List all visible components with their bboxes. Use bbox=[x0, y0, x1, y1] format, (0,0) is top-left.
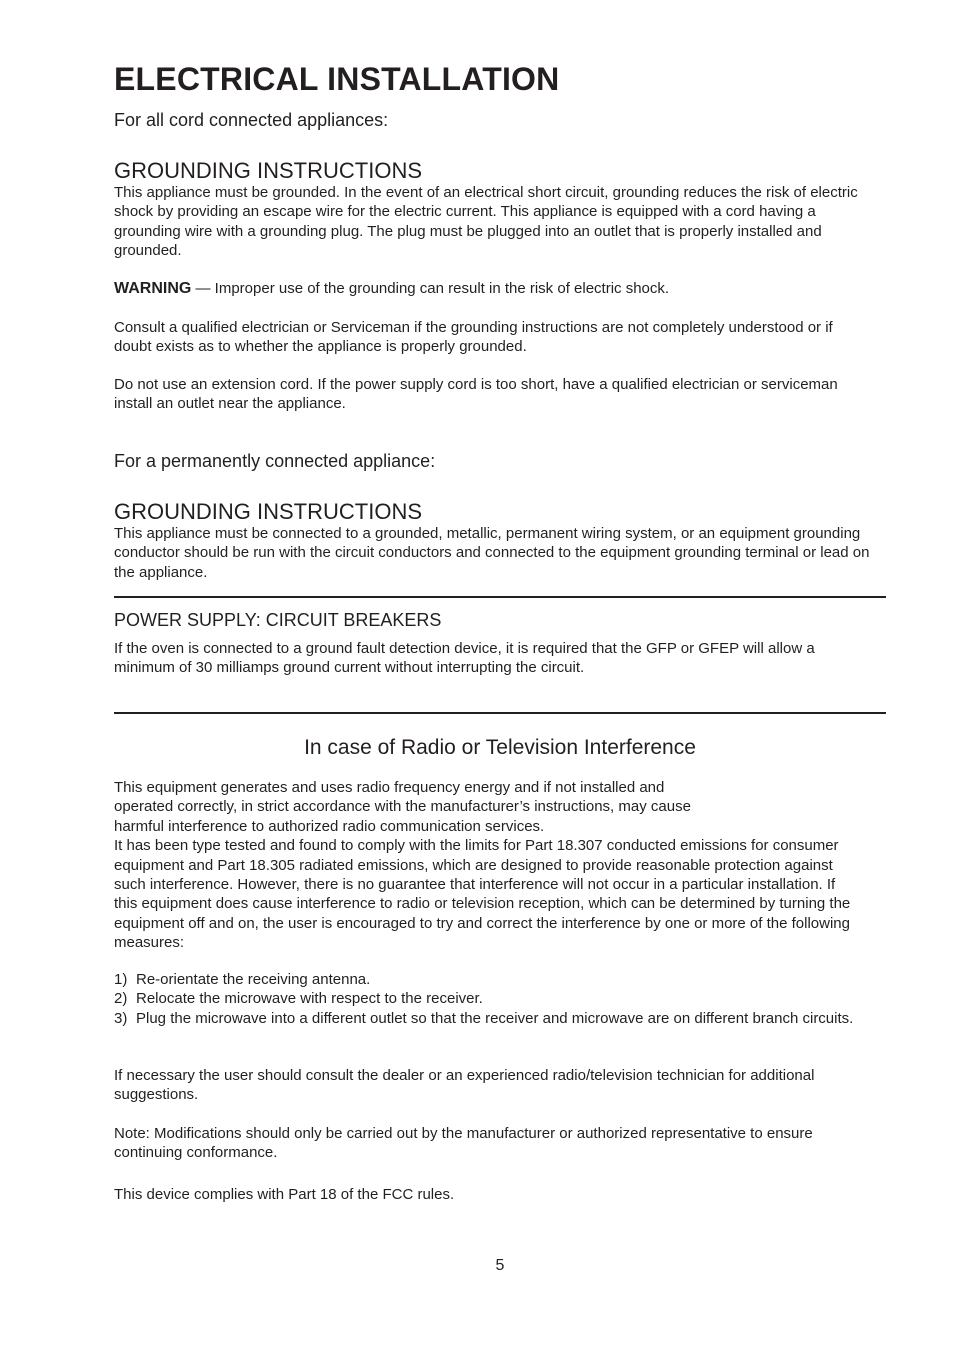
interference-intro bbox=[114, 778, 874, 953]
grounding-body-2: This appliance must be connected to a grounded, metallic, permanent wiring system, or an equipment grounding conductor should be run with the circuit conductors and connected to the equipment grounding terminal or lead on the appliance. bbox=[114, 525, 870, 581]
warning-text: — Improper use of the grounding can result in the risk of electric shock. bbox=[191, 280, 670, 297]
consult-dealer-paragraph: If necessary the user should consult the dealer or an experienced radio/television technician for additional suggestions. bbox=[114, 1067, 815, 1104]
interference-heading: In case of Radio or Television Interference bbox=[304, 736, 696, 759]
warning-label: WARNING bbox=[114, 280, 192, 297]
page-title: ELECTRICAL INSTALLATION bbox=[114, 61, 560, 97]
extension-cord-paragraph: Do not use an extension cord. If the power supply cord is too short, have a qualified electrician or serviceman install an outlet near the appliance. bbox=[114, 376, 838, 413]
permanent-intro: For a permanently connected appliance: bbox=[114, 451, 436, 471]
measures-list bbox=[114, 970, 874, 1028]
list-item: 1) Re-orientate the receiving antenna. bbox=[114, 971, 371, 988]
interference-intro-line-2: operated correctly, in strict accordance with the manufacturer’s instructions, may cause bbox=[114, 798, 691, 816]
manual-page bbox=[114, 0, 886, 1350]
fcc-compliance: This device complies with Part 18 of the FCC rules. bbox=[114, 1186, 455, 1203]
grounding-body-1: This appliance must be grounded. In the event of an electrical short circuit, grounding reduces the risk of electric shock by providing an escape wire for the electric current. This appliance is equipped with a cord having a grounding wire with a grounding plug. The plug must be plugged into an outlet that is properly installed and grounded. bbox=[114, 184, 858, 260]
cord-connected-intro: For all cord connected appliances: bbox=[114, 110, 389, 130]
interference-intro-line-3: harmful interference to authorized radio communication services. bbox=[114, 817, 545, 835]
power-supply-heading: POWER SUPPLY: CIRCUIT BREAKERS bbox=[114, 610, 442, 630]
list-item: 3) Plug the microwave into a different outlet so that the receiver and microwave are on different branch circuits. bbox=[114, 1009, 854, 1027]
power-supply-body: If the oven is connected to a ground fault detection device, it is required that the GFP or GFEP will allow a minimum of 30 milliamps ground current without interrupting the circuit. bbox=[114, 640, 815, 677]
grounding-heading-2: GROUNDING INSTRUCTIONS bbox=[114, 499, 422, 524]
warning-paragraph bbox=[114, 279, 874, 298]
section-divider-2 bbox=[114, 712, 886, 714]
list-item: 2) Relocate the microwave with respect to the receiver. bbox=[114, 990, 483, 1008]
consult-electrician-paragraph: Consult a qualified electrician or Serviceman if the grounding instructions are not completely understood or if doubt exists as to whether the appliance is properly grounded. bbox=[114, 319, 833, 356]
interference-intro-line-1: This equipment generates and uses radio frequency energy and if not installed and bbox=[114, 779, 665, 796]
page-number: 5 bbox=[495, 1257, 505, 1274]
modifications-note: Note: Modifications should only be carried out by the manufacturer or authorized representative to ensure continuing conformance. bbox=[114, 1125, 813, 1162]
section-divider-1 bbox=[114, 596, 886, 598]
grounding-heading-1: GROUNDING INSTRUCTIONS bbox=[114, 158, 422, 183]
interference-body: It has been type tested and found to comply with the limits for Part 18.307 conducted emissions for consumer equipment and Part 18.305 radiated emissions, which are designed to provide reasonable protection against such interference. However, there is no guarantee that interference will not occur in a particular installation. If this equipment does cause interference to radio or television reception, which can be determined by turning the equipment off and on, the user is encouraged to try and correct the interference by one or more of the following measures: bbox=[114, 837, 851, 952]
